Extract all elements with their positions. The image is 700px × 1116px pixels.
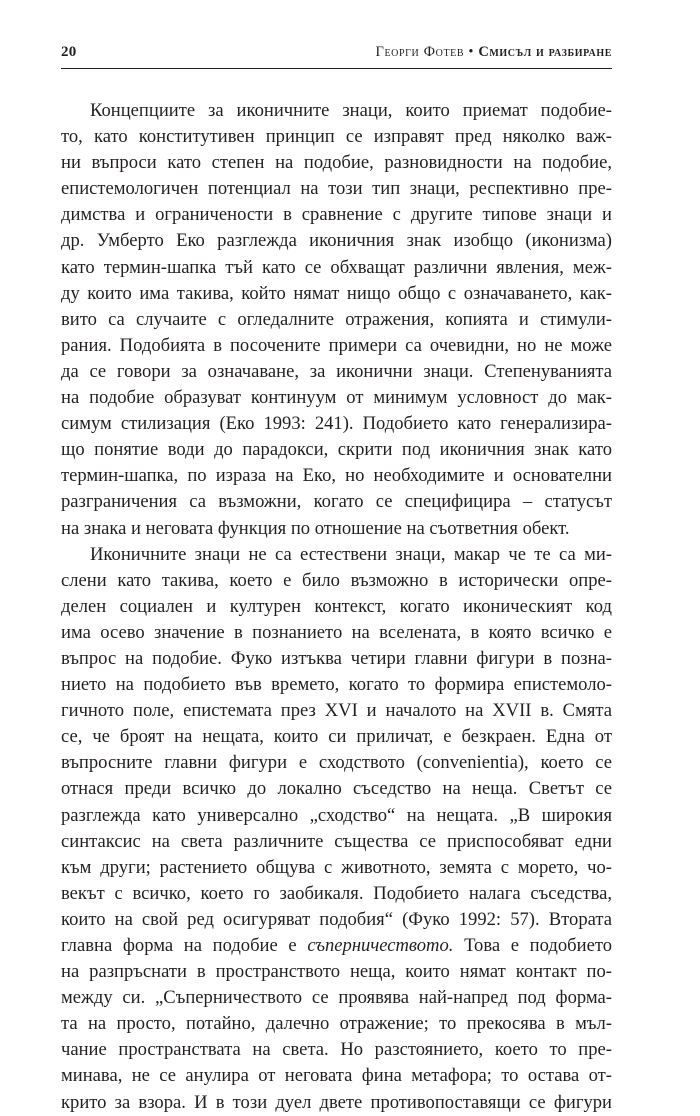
- text-line: та на просто, потайно, далечно отражение; то прекосява в мъл-: [61, 1013, 612, 1035]
- text-line: делен социален и културен контекст, когато иконическият код: [61, 595, 612, 617]
- text-line: като термин-шапка тъй като се обхващат различни явления, меж-: [61, 256, 612, 278]
- text-line: чание пространствата на света. Но разстоянието, което то пре-: [61, 1039, 612, 1061]
- author-name: Георги Фотев: [375, 44, 465, 60]
- text-line: що понятие води до парадокси, скрити под иконичния знак като: [61, 439, 612, 461]
- text-run: Това е подобието: [453, 935, 612, 956]
- text-line: термин-шапка, по израза на Еко, но необходимите и основателни: [61, 465, 612, 487]
- header-separator: •: [468, 44, 475, 60]
- text-line: на подобие образуват континуум от минимум условност до мак-: [61, 387, 612, 409]
- text-line: димства и ограничености в сравнение с другите типове знаци и: [61, 204, 612, 226]
- text-line: се, че броят на нещата, които си приличат, е безкраен. Една от: [61, 726, 612, 748]
- text-line: то, като конститутивен принцип се изправят пред няколко важ-: [61, 126, 612, 148]
- text-line: слени като такива, което е било възможно в исторически опре-: [61, 569, 612, 591]
- text-line: минава, не се анулира от неговата фина метафора; то остава от-: [61, 1065, 612, 1087]
- paragraph-2: [61, 542, 612, 1116]
- text-line: разграничения са възможни, когато се специфицира – статусът: [61, 491, 612, 513]
- text-line: да се говори за означаване, за иконични знаци. Степенуванията: [61, 360, 612, 382]
- text-line: към други; растението общува с животното, земята с морето, чо-: [61, 856, 612, 878]
- text-line: [61, 933, 612, 959]
- text-line: на разпръснати в пространството неща, които нямат контакт по-: [61, 961, 612, 983]
- text-line: вито са случаите с огледалните отражения, копията и стимули-: [61, 308, 612, 330]
- text-line: разглежда като универсално „сходство“ на нещата. „В широкия: [61, 804, 612, 826]
- text-line: синтаксис на света различните същества се приспособяват едни: [61, 830, 612, 852]
- text-line: крито за взора. И в този дуел двете противопоставящи се фигури: [61, 1091, 612, 1113]
- text-line: има осево значение в познанието на вселената, в която всичко е: [61, 621, 612, 643]
- text-run: главна форма на подобие е: [61, 935, 308, 956]
- text-line: на знака и неговата функция по отношение на съответния обект.: [61, 517, 570, 539]
- text-line: симум стилизация (Еко 1993: 241). Подобието като генерализира-: [61, 413, 612, 435]
- text-line: ни въпроси като степен на подобие, разновидности на подобие,: [61, 152, 612, 174]
- text-line: нието на подобието във времето, когато то формира епистемоло-: [61, 674, 612, 696]
- text-line: ду които има такива, който нямат нищо общо с означаването, как-: [61, 282, 612, 304]
- running-header: [61, 44, 612, 69]
- text-line: между си. „Съперничеството се проявява най-напред под форма-: [61, 987, 612, 1009]
- running-head: [375, 44, 612, 61]
- text-line: въпросните главни фигури е сходството (convenientia), което се: [61, 752, 612, 774]
- text-line: които на свой ред осигуряват подобия“ (Фуко 1992: 57). Втората: [61, 908, 612, 930]
- text-line: векът с всичко, което го заобикаля. Подобието налага съседства,: [61, 882, 612, 904]
- book-title: Смисъл и разбиране: [478, 44, 612, 60]
- text-line: др. Умберто Еко разглежда иконичния знак изобщо (иконизма): [61, 230, 612, 252]
- text-line: Иконичните знаци не са естествени знаци, макар че те са ми-: [90, 543, 612, 565]
- page-number: 20: [61, 44, 77, 60]
- paragraph-1: [61, 98, 612, 542]
- body-text: [61, 98, 612, 1116]
- text-line: епистемологичен потенциал на този тип знаци, респективно пре-: [61, 178, 612, 200]
- emphasis-text: съперничеството.: [307, 935, 454, 956]
- text-line: Концепциите за иконичните знаци, които приемат подобие-: [90, 100, 612, 121]
- text-line: рания. Подобията в посочените примери са очевидни, но не може: [61, 334, 612, 356]
- text-line: въпрос на подобие. Фуко изтъква четири главни фигури в позна-: [61, 647, 612, 669]
- text-line: отнася преди всичко до локално съседство на неща. Светът се: [61, 778, 612, 800]
- text-line: гичното поле, епистемата през XVI и началото на XVII в. Смята: [61, 700, 612, 722]
